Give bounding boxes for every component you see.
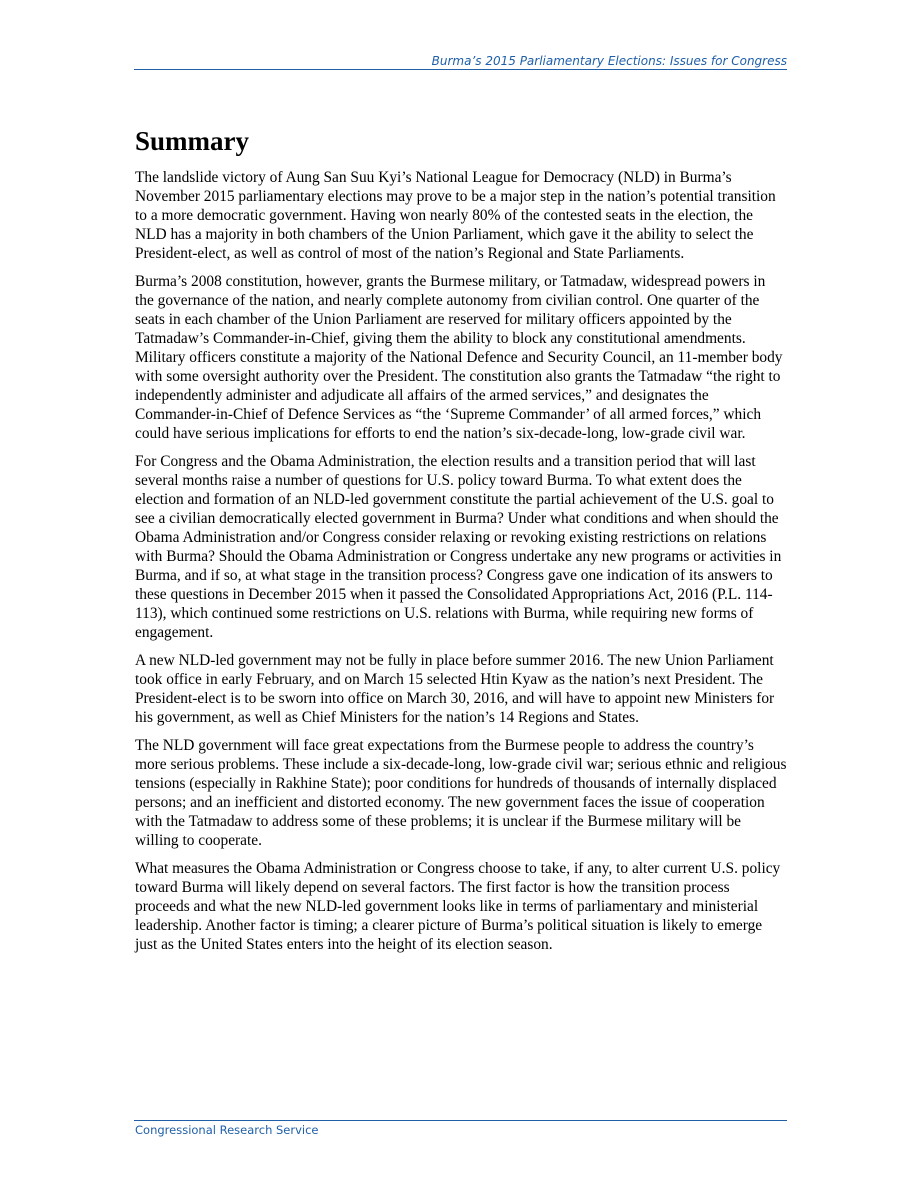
section-heading: Summary — [135, 126, 249, 156]
summary-body — [135, 168, 787, 963]
paragraph: A new NLD-led government may not be fully in place before summer 2016. The new Union Parliament took office in early February, and on March 15 selected Htin Kyaw as the nation’s next President. The President-elect is to be sworn into office on March 30, 2016, and will have to appoint new Ministers for his government, as well as Chief Ministers for the nation’s 14 Regions and States. — [135, 652, 775, 726]
paragraph: For Congress and the Obama Administration, the election results and a transition period that will last several months raise a number of questions for U.S. policy toward Burma. To what extent does the election and formation of an NLD-led government constitute the partial achievement of the U.S. goal to see a civilian democratically elected government in Burma? Under what conditions and when should the Obama Administration and/or Congress consider relaxing or revoking existing restrictions on relations with Burma? Should the Obama Administration or Congress undertake any new programs or activities in Burma, and if so, at what stage in the transition process? Congress gave one indication of its answers to these questions in December 2015 when it passed the Consolidated Appropriations Act, 2016 (P.L. 114-113), which continued some restrictions on U.S. relations with Burma, while requiring new forms of engagement. — [135, 453, 782, 641]
running-footer-organization: Congressional Research Service — [135, 1123, 319, 1137]
paragraph: What measures the Obama Administration or Congress choose to take, if any, to alter current U.S. policy toward Burma will likely depend on several factors. The first factor is how the transition process proceeds and what the new NLD-led government looks like in terms of parliamentary and ministerial leadership. Another factor is timing; a clearer picture of Burma’s political situation is likely to emerge just as the United States enters into the height of its election season. — [135, 860, 781, 953]
footer-rule — [134, 1120, 787, 1121]
running-header-title: Burma’s 2015 Parliamentary Elections: Issues for Congress — [431, 54, 787, 68]
paragraph: The NLD government will face great expectations from the Burmese people to address the country’s more serious problems. These include a six-decade-long, low-grade civil war; serious ethnic and religious tensions (especially in Rakhine State); poor conditions for hundreds of thousands of internally displaced persons; and an inefficient and distorted economy. The new government faces the issue of cooperation with the Tatmadaw to address some of these problems; it is unclear if the Burmese military will be willing to cooperate. — [135, 737, 787, 849]
header-rule — [134, 69, 787, 70]
paragraph: The landslide victory of Aung San Suu Kyi’s National League for Democracy (NLD) in Burma’s November 2015 parliamentary elections may prove to be a major step in the nation’s potential transition to a more democratic government. Having won nearly 80% of the contested seats in the election, the NLD has a majority in both chambers of the Union Parliament, which gave it the ability to select the President-elect, as well as control of most of the nation’s Regional and State Parliaments. — [135, 169, 776, 262]
paragraph: Burma’s 2008 constitution, however, grants the Burmese military, or Tatmadaw, widespread powers in the governance of the nation, and nearly complete autonomy from civilian control. One quarter of the seats in each chamber of the Union Parliament are reserved for military officers appointed by the Tatmadaw’s Commander-in-Chief, giving them the ability to block any constitutional amendments. Military officers constitute a majority of the National Defence and Security Council, an 11-member body with some oversight authority over the President. The constitution also grants the Tatmadaw “the right to independently administer and adjudicate all affairs of the armed services,” and designates the Commander-in-Chief of Defence Services as “the ‘Supreme Commander’ of all armed forces,” which could have serious implications for efforts to end the nation’s six-decade-long, low-grade civil war. — [135, 273, 783, 442]
